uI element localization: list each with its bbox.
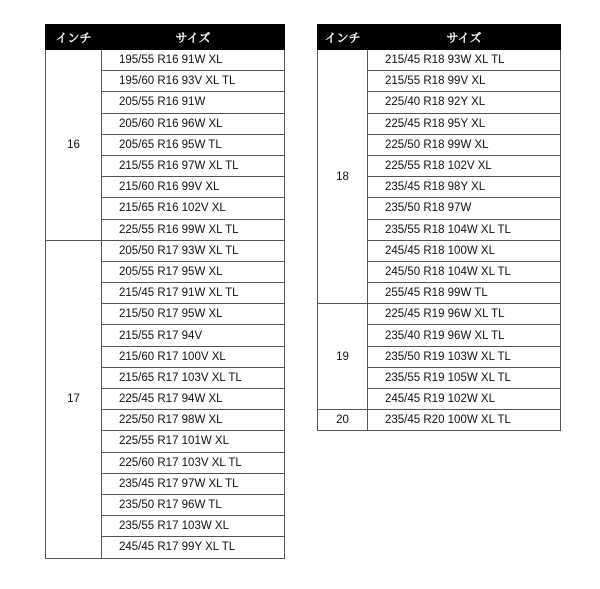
- size-cell: 205/60 R16 96W XL: [102, 113, 285, 134]
- size-cell: 235/50 R19 103W XL TL: [368, 346, 561, 367]
- size-cell: 225/55 R18 102V XL: [368, 155, 561, 176]
- size-cell: 225/45 R19 96W XL TL: [368, 304, 561, 325]
- size-cell: 215/60 R16 99V XL: [102, 177, 285, 198]
- size-cell: 215/45 R17 91W XL TL: [102, 283, 285, 304]
- size-header: サイズ: [368, 25, 561, 50]
- size-cell: 235/50 R17 96W TL: [102, 494, 285, 515]
- size-cell: 205/50 R17 93W XL TL: [102, 240, 285, 261]
- inch-header: インチ: [46, 25, 102, 50]
- table-row: [318, 410, 561, 431]
- inch-cell: 20: [318, 410, 368, 431]
- size-cell: 215/55 R17 94V: [102, 325, 285, 346]
- table-row: [318, 304, 561, 325]
- inch-cell: 18: [318, 50, 368, 304]
- table-row: [46, 240, 285, 261]
- size-cell: 225/45 R17 94W XL: [102, 389, 285, 410]
- size-cell: 245/50 R18 104W XL TL: [368, 261, 561, 282]
- size-cell: 245/45 R19 102W XL: [368, 389, 561, 410]
- inch-cell: 16: [46, 50, 102, 241]
- size-cell: 215/55 R16 97W XL TL: [102, 155, 285, 176]
- size-cell: 195/60 R16 93V XL TL: [102, 71, 285, 92]
- size-cell: 215/45 R18 93W XL TL: [368, 50, 561, 71]
- size-header: サイズ: [102, 25, 285, 50]
- inch-header: インチ: [318, 25, 368, 50]
- tire-size-table-right: [317, 24, 561, 431]
- table-body: [46, 50, 285, 559]
- size-cell: 215/55 R18 99V XL: [368, 71, 561, 92]
- table-row: [46, 50, 285, 71]
- size-cell: 235/40 R19 96W XL TL: [368, 325, 561, 346]
- size-cell: 225/40 R18 92Y XL: [368, 92, 561, 113]
- size-cell: 225/50 R18 99W XL: [368, 134, 561, 155]
- size-cell: 235/55 R18 104W XL TL: [368, 219, 561, 240]
- size-cell: 225/55 R16 99W XL TL: [102, 219, 285, 240]
- size-cell: 235/45 R20 100W XL TL: [368, 410, 561, 431]
- size-cell: 225/50 R17 98W XL: [102, 410, 285, 431]
- size-cell: 215/60 R17 100V XL: [102, 346, 285, 367]
- size-cell: 235/45 R18 98Y XL: [368, 177, 561, 198]
- size-cell: 255/45 R18 99W TL: [368, 283, 561, 304]
- size-cell: 225/45 R18 95Y XL: [368, 113, 561, 134]
- header-row: [318, 25, 561, 50]
- tire-size-table-left: [45, 24, 285, 559]
- size-cell: 205/65 R16 95W TL: [102, 134, 285, 155]
- size-cell: 215/65 R16 102V XL: [102, 198, 285, 219]
- size-cell: 195/55 R16 91W XL: [102, 50, 285, 71]
- size-cell: 235/55 R17 103W XL: [102, 516, 285, 537]
- inch-cell: 19: [318, 304, 368, 410]
- size-cell: 215/65 R17 103V XL TL: [102, 367, 285, 388]
- table-body: [318, 50, 561, 431]
- size-cell: 235/45 R17 97W XL TL: [102, 473, 285, 494]
- inch-cell: 17: [46, 240, 102, 558]
- size-cell: 225/55 R17 101W XL: [102, 431, 285, 452]
- table-row: [318, 50, 561, 71]
- size-cell: 245/45 R18 100W XL: [368, 240, 561, 261]
- size-cell: 235/50 R18 97W: [368, 198, 561, 219]
- size-cell: 235/55 R19 105W XL TL: [368, 367, 561, 388]
- size-cell: 225/60 R17 103V XL TL: [102, 452, 285, 473]
- header-row: [46, 25, 285, 50]
- size-cell: 215/50 R17 95W XL: [102, 304, 285, 325]
- size-cell: 205/55 R17 95W XL: [102, 261, 285, 282]
- size-cell: 205/55 R16 91W: [102, 92, 285, 113]
- size-cell: 245/45 R17 99Y XL TL: [102, 537, 285, 558]
